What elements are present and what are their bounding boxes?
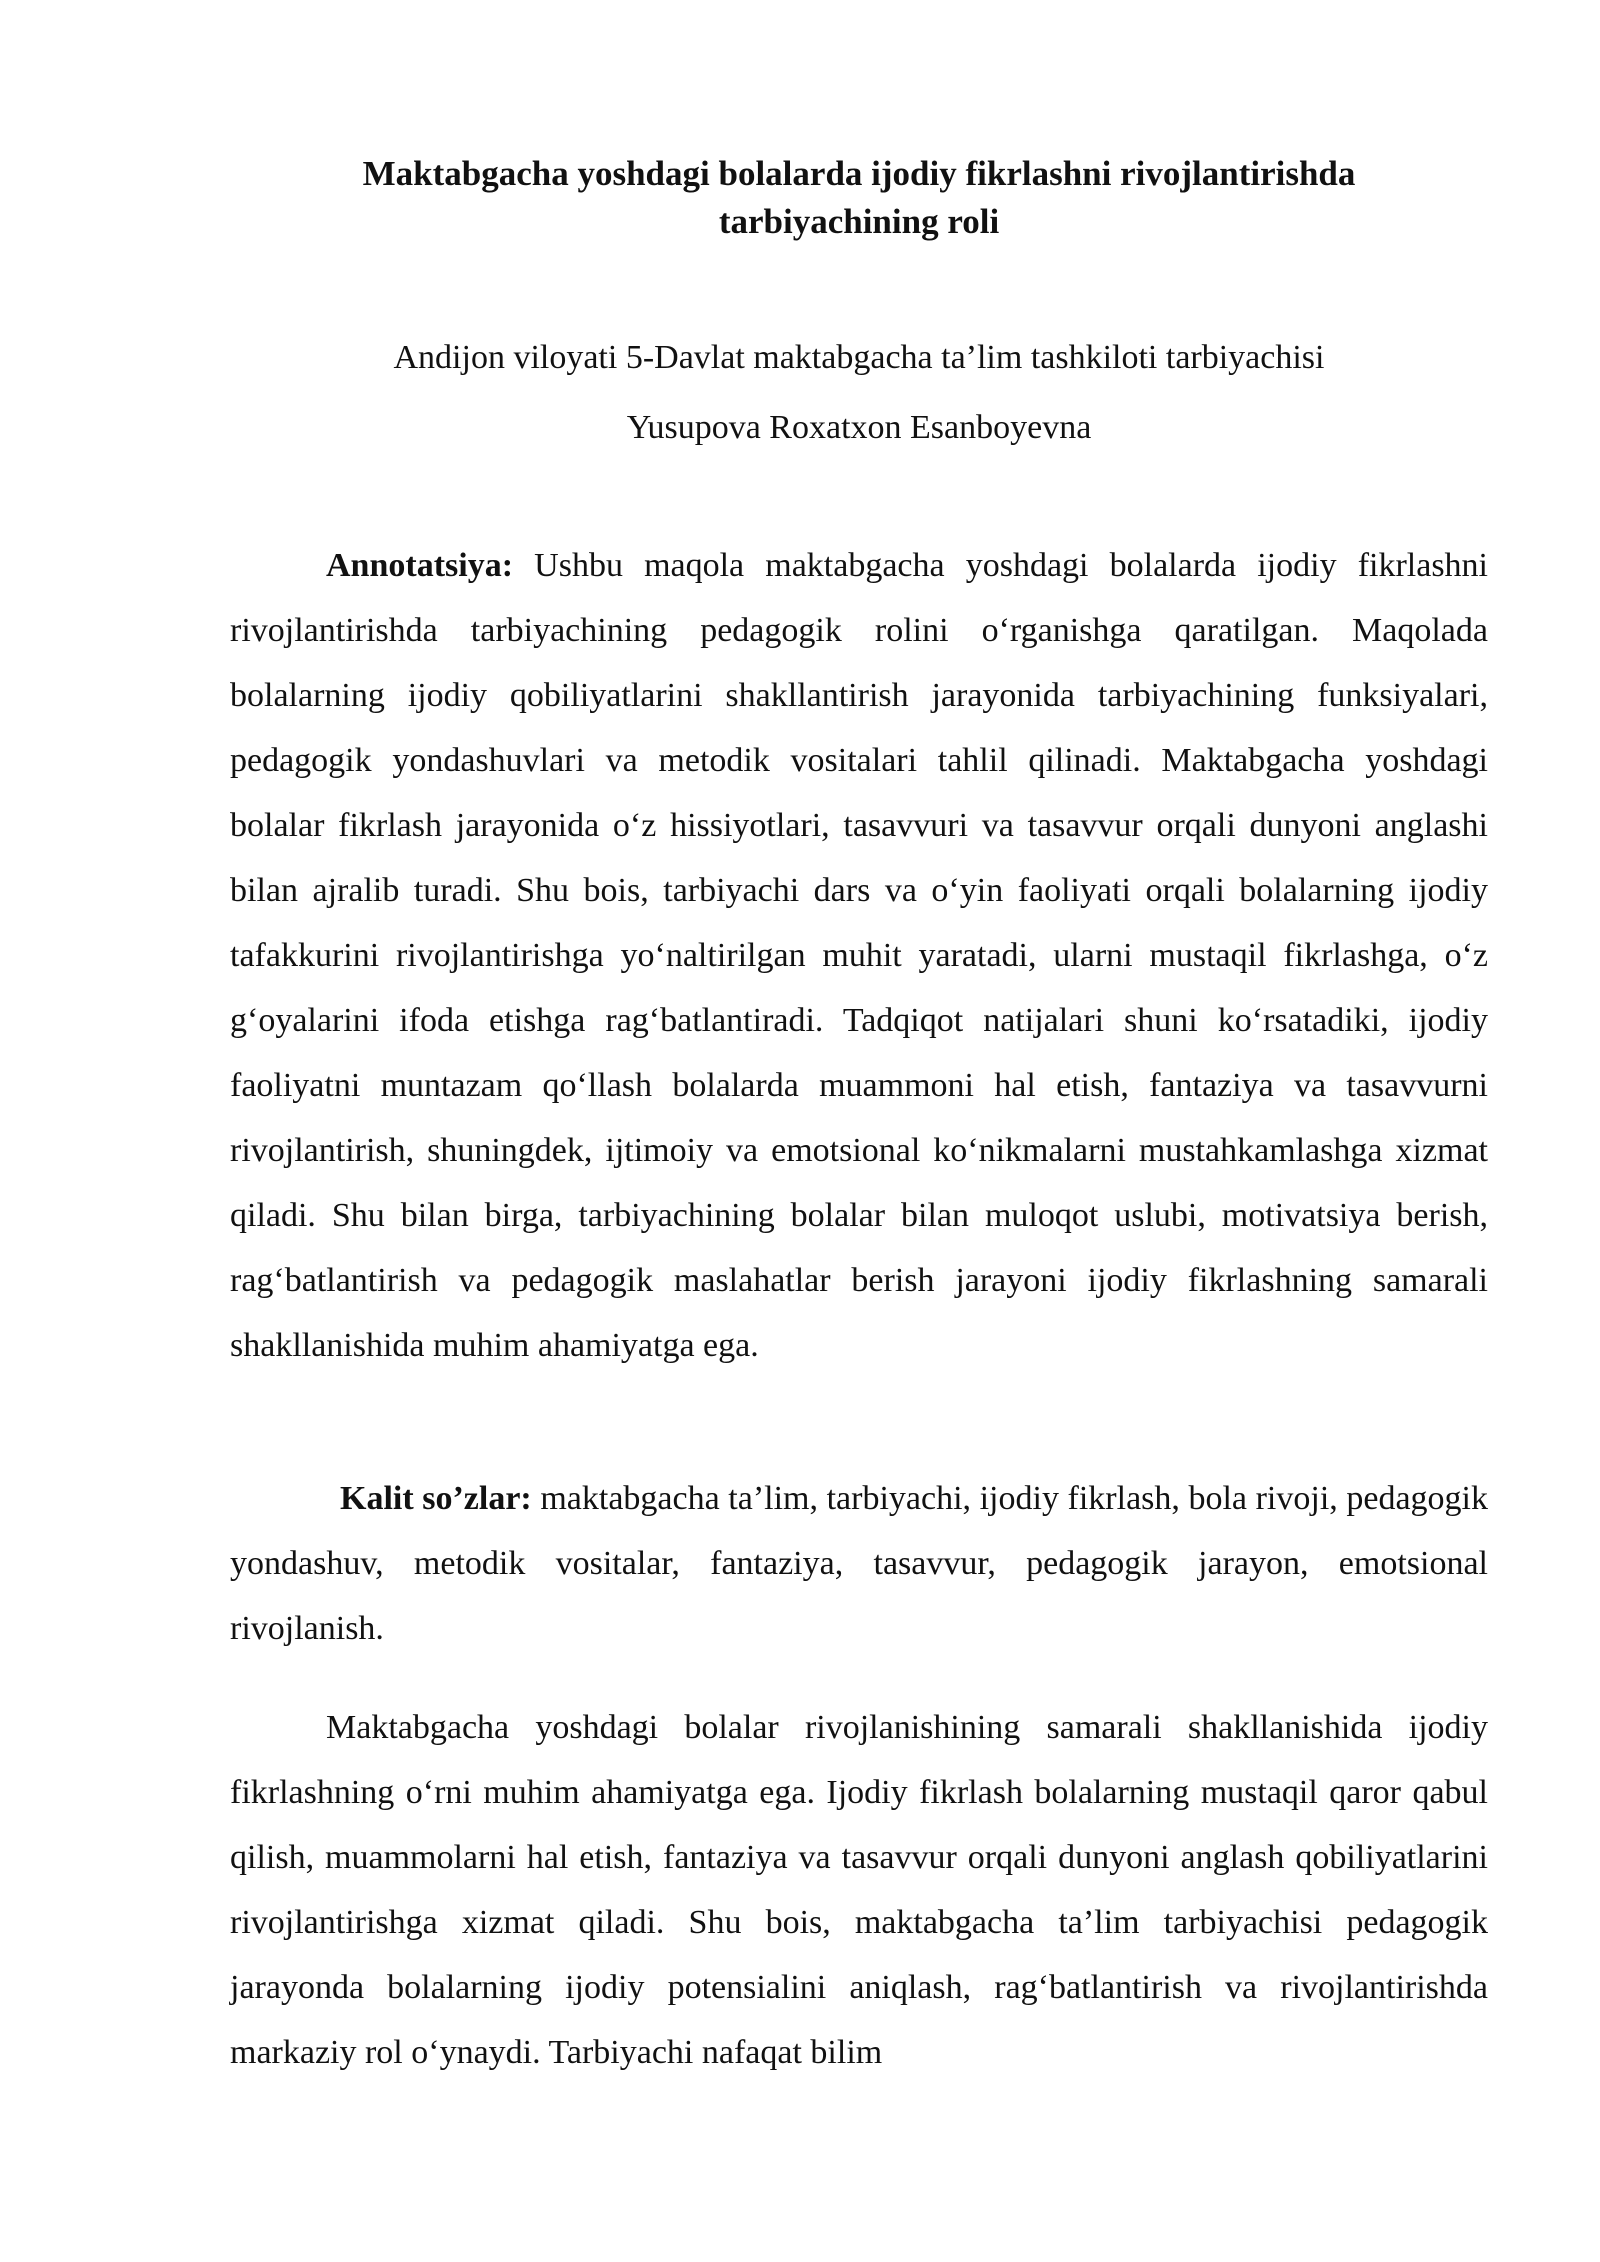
- title-line-2: tarbiyachining roli: [718, 202, 1000, 241]
- keywords-label: Kalit so’zlar:: [340, 1480, 532, 1517]
- author-name: Yusupova Roxatxon Esanboyevna: [626, 409, 1092, 446]
- document-page: [230, 0, 1488, 2262]
- abstract-label: Annotatsiya:: [326, 547, 514, 584]
- keywords-text: maktabgacha ta’lim, tarbiyachi, ijodiy fikrlash, bola rivoji, pedagogik yondashuv, metodik vositalar, fantaziya, tasavvur, pedagogik jarayon, emotsional rivojlanish.: [230, 1480, 1488, 1647]
- title-line-1: Maktabgacha yoshdagi bolalarda ijodiy fikrlashni rivojlantirishda: [362, 154, 1356, 193]
- abstract-paragraph: [230, 533, 1488, 1378]
- body-paragraph: Maktabgacha yoshdagi bolalar rivojlanishining samarali shakllanishida ijodiy fikrlashning o‘rni muhim ahamiyatga ega. Ijodiy fikrlash bolalarning mustaqil qaror qabul qilish, muammolarni hal etish, fantaziya va tasavvur orqali dunyoni anglash qobiliyatlarini rivojlantirishga xizmat qiladi. Shu bois, maktabgacha ta’lim tarbiyachisi pedagogik jarayonda bolalarning ijodiy potensialini aniqlash, rag‘batlantirish va rivojlantirishda markaziy rol o‘ynaydi. Tarbiyachi nafaqat bilim: [230, 1709, 1488, 2071]
- keywords-paragraph: [230, 1466, 1488, 1661]
- abstract-text: Ushbu maqola maktabgacha yoshdagi bolalarda ijodiy fikrlashni rivojlantirishda tarbiyachining pedagogik rolini o‘rganishga qaratilgan. Maqolada bolalarning ijodiy qobiliyatlarini shakllantirish jarayonida tarbiyachining funksiyalari, pedagogik yondashuvlari va metodik vositalari tahlil qilinadi. Maktabgacha yoshdagi bolalar fikrlash jarayonida o‘z hissiyotlari, tasavvuri va tasavvur orqali dunyoni anglashi bilan ajralib turadi. Shu bois, tarbiyachi dars va o‘yin faoliyati orqali bolalarning ijodiy tafakkurini rivojlantirishga yo‘naltirilgan muhit yaratadi, ularni mustaqil fikrlashga, o‘z g‘oyalarini ifoda etishga rag‘batlantiradi. Tadqiqot natijalari shuni ko‘rsatadiki, ijodiy faoliyatni muntazam qo‘llash bolalarda muammoni hal etish, fantaziya va tasavvurni rivojlantirish, shuningdek, ijtimoiy va emotsional ko‘nikmalarni mustahkamlashga xizmat qiladi. Shu bilan birga, tarbiyachining bolalar bilan muloqot uslubi, motivatsiya berish, rag‘batlantirish va pedagogik maslahatlar berish jarayoni ijodiy fikrlashning samarali shakllanishida muhim ahamiyatga ega.: [230, 547, 1488, 1364]
- document-title: [230, 150, 1488, 246]
- author-affiliation: Andijon viloyati 5-Davlat maktabgacha ta’lim tashkiloti tarbiyachisi: [393, 339, 1325, 376]
